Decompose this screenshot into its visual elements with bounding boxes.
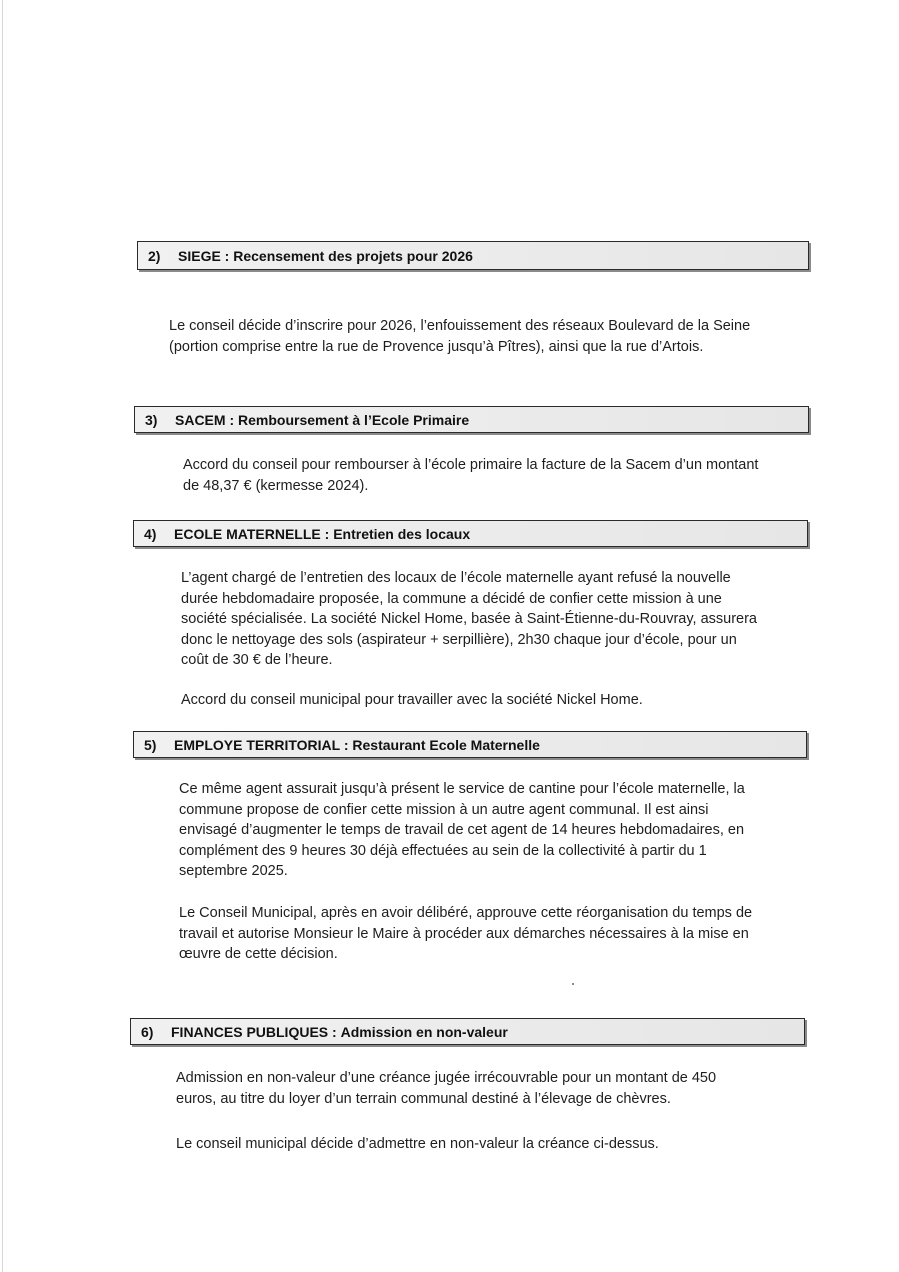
text-line: œuvre de cette décision. (179, 946, 338, 962)
section-keyword: ECOLE MATERNELLE : (174, 525, 330, 542)
section-finances-publiques-paragraph-1 (176, 1068, 716, 1109)
text-line: (portion comprise entre la rue de Provence jusqu’à Pîtres), ainsi que la rue d’Artois. (169, 338, 704, 355)
text-line: L’agent chargé de l’entretien des locaux de l’école maternelle ayant refusé la nouvelle (181, 570, 731, 586)
text-line: septembre 2025. (179, 863, 288, 879)
text-line: Ce même agent assurait jusqu’à présent le service de cantine pour l’école maternelle, la (179, 781, 745, 797)
section-ecole-maternelle-paragraph-2 (181, 690, 643, 711)
section-keyword: EMPLOYE TERRITORIAL : (174, 736, 349, 753)
text-line: complément des 9 heures 30 déjà effectuées au sein de la collectivité à partir du 1 (179, 842, 707, 859)
section-title: Remboursement à l’Ecole Primaire (238, 411, 470, 428)
section-number: 3) (145, 411, 158, 428)
section-header-employe-territorial (133, 731, 807, 758)
section-finances-publiques-paragraph-2 (176, 1134, 659, 1155)
section-number: 2) (148, 247, 161, 264)
text-line: durée hebdomadaire proposée, la commune a décidé de confier cette mission à une (181, 590, 722, 607)
page-edge (2, 0, 3, 1272)
text-line: de 48,37 € (kermesse 2024). (183, 477, 369, 494)
section-header-ecole-maternelle (133, 520, 808, 547)
text-line: euros, au titre du loyer d’un terrain communal destiné à l’élevage de chèvres. (176, 1090, 671, 1107)
section-number: 4) (144, 525, 157, 542)
text-line: Le Conseil Municipal, après en avoir délibéré, approuve cette réorganisation du temps de (179, 905, 753, 921)
section-number: 6) (141, 1023, 154, 1040)
text-line: commune propose de confier cette mission à un autre agent communal. Il est ainsi (179, 801, 709, 818)
section-employe-territorial-paragraph-1 (179, 779, 745, 882)
section-keyword: SACEM : (175, 411, 235, 428)
section-header-finances-publiques (130, 1018, 805, 1045)
text-line: société spécialisée. La société Nickel Home, basée à Saint-Étienne-du-Rouvray, assurera (181, 611, 757, 627)
section-title: Entretien des locaux (333, 525, 471, 542)
section-title: Admission en non-valeur (340, 1023, 508, 1040)
section-title: Recensement des projets pour 2026 (233, 247, 473, 264)
section-number: 5) (144, 736, 157, 753)
text-line: coût de 30 € de l’heure. (181, 652, 333, 668)
section-keyword: SIEGE : (178, 247, 230, 264)
section-siege-paragraph-1 (169, 316, 750, 357)
scan-speck (572, 983, 574, 985)
section-title: Restaurant Ecole Maternelle (352, 736, 540, 753)
text-line: Admission en non-valeur d’une créance jugée irrécouvrable pour un montant de 450 (176, 1070, 717, 1086)
text-line: travail et autorise Monsieur le Maire à procéder aux démarches nécessaires à la mise en (179, 925, 749, 942)
text-line: donc le nettoyage des sols (aspirateur + serpillière), 2h30 chaque jour d’école, pour un (181, 631, 737, 648)
section-keyword: FINANCES PUBLIQUES : (171, 1023, 337, 1040)
section-employe-territorial-paragraph-2 (179, 903, 752, 965)
text-line: Le conseil municipal décide d’admettre en non-valeur la créance ci-dessus. (176, 1136, 659, 1152)
section-ecole-maternelle-paragraph-1 (181, 568, 757, 671)
text-line: Le conseil décide d’inscrire pour 2026, l’enfouissement des réseaux Boulevard de la Seine (169, 318, 751, 334)
section-sacem-paragraph-1 (183, 455, 758, 496)
text-line: Accord du conseil municipal pour travailler avec la société Nickel Home. (181, 692, 643, 708)
text-line: envisagé d’augmenter le temps de travail de cet agent de 14 heures hebdomadaires, en (179, 822, 745, 838)
section-header-sacem (134, 406, 809, 433)
section-header-siege (137, 241, 809, 270)
text-line: Accord du conseil pour rembourser à l’école primaire la facture de la Sacem d’un montant (183, 457, 759, 473)
